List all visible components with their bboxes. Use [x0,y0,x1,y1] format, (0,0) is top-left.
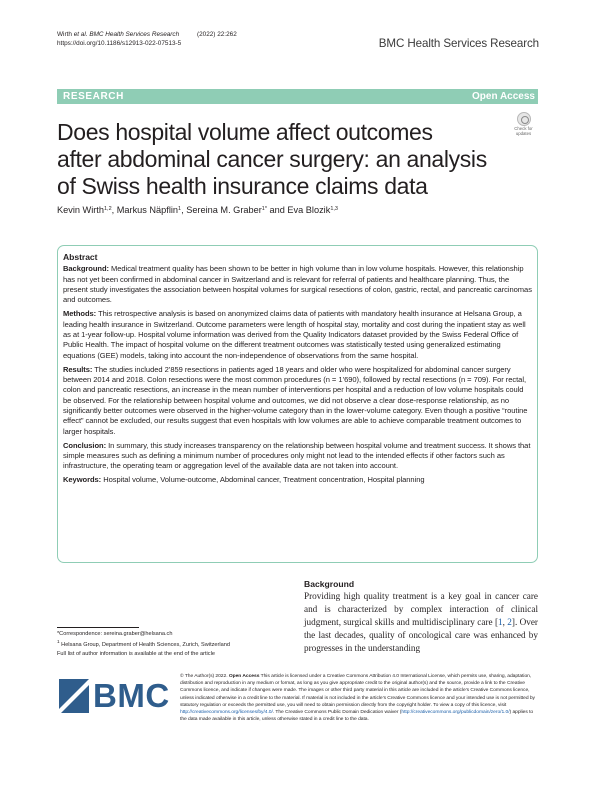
badge-line-1: Check for [514,126,533,131]
citation-authors: Wirth [57,31,74,38]
license-link-cc-by[interactable]: http://creativecommons.org/licenses/by/4.0/ [180,710,273,716]
article-type-label: RESEARCH [63,90,124,102]
author-3-affil: 1* [261,206,267,212]
abstract-results-text: The studies included 2’859 resections in patients aged 18 years and older who were hospitalized for abdominal cancer surgery between 2014 and 2018. Colon resections were the most common procedures (n = 1’690), followed by rectal resections (n = 709). For rectal, colon and pancreatic resections, an increase in the mean number of interventions per hospital and a reduction of low volume hospitals could be observed. For the relationship between hospital volume and outcomes, we did not observe a clear dose-response relationship, as no significantly better outcomes were observed in the higher-volume category than in the lower-volume category. Even though a positive “routine effect” cannot be excluded, our results suggest that even hospitals with low volumes are able to achieve comparable treatment outcomes to larger hospitals. [63,364,528,436]
bmc-logo-word: BMC [93,677,170,714]
author-info-note: Full list of author information is available at the end of the article [57,650,215,657]
affiliation [57,638,287,649]
background-heading: Background [304,579,355,589]
background-ref-separator: , [502,617,508,627]
citation-journal: et al. BMC Health Services Research [73,31,180,38]
check-updates-icon [517,112,531,126]
reference-link-1[interactable]: 1 [498,617,503,627]
abstract-methods-label: Methods: [63,309,97,319]
open-access-label: Open Access [472,90,535,102]
affiliation-sup: 1 [57,639,60,645]
check-for-updates-badge[interactable] [509,112,538,137]
badge-line-2: updates [515,130,532,136]
license-open-access: Open Access [228,674,260,679]
abstract-background [63,264,533,305]
bmc-logo-mark-icon [57,677,91,715]
title-line-2: after abdominal cancer surgery: an analysis [57,146,487,172]
reference-link-2[interactable]: 2 [507,617,512,627]
abstract-results-label: Results: [63,364,93,374]
article-type-banner [57,89,538,104]
license-part-4: ) applies to the data made available in this article, unless otherwise stated in a credit line to the data. [180,710,534,723]
citation-line [57,30,237,39]
license-link-cc-zero[interactable]: http://creativecommons.org/publicdomain/zero/1.0/ [401,710,510,716]
doi-link[interactable]: https://doi.org/10.1186/s12913-022-07513-5 [57,40,182,47]
abstract-background-text: Medical treatment quality has been shown to be better in high volume than in low volume hospitals. However, this relationship has not yet been confirmed in abdominal cancer in Switzerland and is relevant for referral of patients and healthcare planning. Thus, the present study investigates the association between hospital volumes for surgical resections of colon, gastric, rectal, and pancreatic carcinomas and outcomes. [63,264,532,305]
abstract [63,252,533,489]
abstract-conclusion [63,441,533,472]
license-text [180,673,540,723]
correspondence: *Correspondence: sereina.graber@helsana.ch [57,631,173,637]
footnote [57,630,287,658]
background-text-a: Providing high quality treatment is a key goal in cancer care and is characterized by complex interaction of clinical judgment, surgical skills and multidisciplinary care [ [304,591,538,627]
abstract-conclusion-text: In summary, this study increases transparency on the relationship between hospital volume and treatment success. It shows that simple measures such as defining a minimum number of procedures only might not lead to the intended effects if other factors such as infrastructure, the operating team or aggregation level of the available data are not taken into account. [63,440,531,471]
author-2-affil: 1 [178,206,182,212]
author-4-affil: 1,3 [330,206,338,212]
author-4[interactable]: and Eva Blozik [266,205,331,215]
bmc-logo [57,677,169,715]
background-text-b: ]. Over the last decades, quality of oncological care was enhanced by progresses in the understanding [304,617,538,653]
title-line-3: of Swiss health insurance claims data [57,173,428,199]
abstract-conclusion-label: Conclusion: [63,440,107,450]
affiliation-text: Helsana Group, Department of Health Sciences, Zurich, Switzerland [59,642,230,649]
background-body [304,590,538,655]
title-line-1: Does hospital volume affect outcomes [57,119,433,145]
author-3[interactable]: , Sereina M. Graber [181,205,262,215]
abstract-keywords [63,475,533,485]
abstract-methods [63,309,533,361]
author-1[interactable]: Kevin Wirth [57,205,104,215]
background-section [304,579,538,655]
abstract-methods-text: This retrospective analysis is based on anonymized claims data of patients with mandatory health insurance at Helsana Group, a leading health insurance in Switzerland. Outcome parameters were length of hospital stay, mortality and cost during the inpatient stay as well as at 1-year follow-up. Hospital volume information was derived from the Quality Indicators dataset provided by the Swiss Federal Office of Public Health. The impact of hospital volume on the different treatment outcomes was statistically tested using generalized estimating equations (GEE) models, taking into account the non-independence of observations from the same hospital. [63,309,526,360]
badge-text [509,127,538,137]
abstract-keywords-text: Hospital volume, Volume-outcome, Abdominal cancer, Treatment concentration, Hospital planning [103,475,425,485]
author-1-affil: 1,2 [103,206,112,212]
abstract-background-label: Background: [63,264,109,274]
license-part-2: This article is licensed under a Creative Commons Attribution 4.0 International License, which permits use, sharing, adaptation, distribution and reproduction in any medium or format, as long as you give appropriate credit to the original author(s) and the source, provide a link to the Creative Commons licence, and indicate if changes were made. The images or other third party material in this article are included in the article’s Creative Commons licence, unless indicated otherwise in a credit line to the material. If material is not included in the article’s Creative Commons licence and your intended use is not permitted by statutory regulation or exceeds the permitted use, you will need to obtain permission directly from the copyright holder. To view a copy of this licence, visit [180,674,535,708]
author-2[interactable]: , Markus Näpflin [111,205,179,215]
author-list [57,205,338,215]
citation-year: (2022) 22:262 [196,31,237,38]
running-header [57,30,237,48]
license-part-1: © The Author(s) 2022. [180,674,229,679]
license-part-3: . The Creative Commons Public Domain Dedication waiver ( [272,710,402,716]
footnote-divider [57,627,139,628]
article-title [57,119,502,200]
journal-name: BMC Health Services Research [378,37,539,50]
abstract-keywords-label: Keywords: [63,475,102,485]
abstract-heading: Abstract [63,252,98,262]
abstract-results [63,365,533,437]
